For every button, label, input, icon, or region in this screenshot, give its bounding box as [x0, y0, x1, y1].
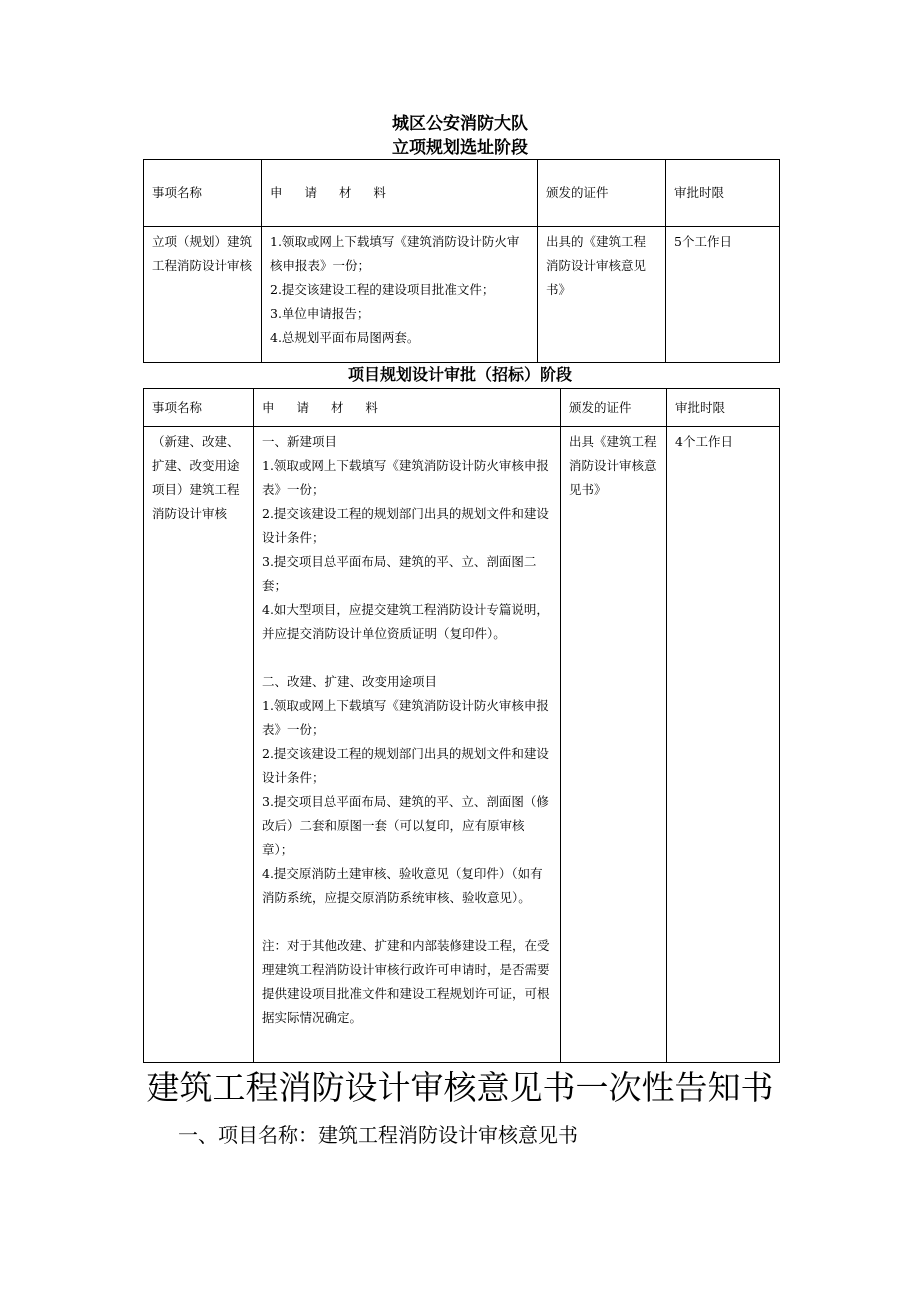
org-title: 城区公安消防大队 [392, 114, 528, 134]
header-certificate: 颁发的证件 [561, 389, 667, 427]
material-item: 1.领取或网上下载填写《建筑消防设计防火审核申报表》一份； [262, 458, 549, 497]
header-item-name: 事项名称 [144, 389, 254, 427]
material-item: 1.领取或网上下载填写《建筑消防设计防火审核申报表》一份； [270, 234, 520, 273]
certificate-cell: 出具的《建筑工程消防设计审核意见书》 [538, 227, 666, 363]
material-item: 3.单位申请报告； [270, 306, 370, 321]
table-row [144, 227, 780, 363]
material-item: 1.领取或网上下载填写《建筑消防设计防火审核申报表》一份； [262, 698, 549, 737]
spacer [262, 646, 552, 670]
item-name: 立项（规划）建筑工程消防设计审核 [144, 227, 262, 363]
header-materials: 申 请 材 料 [254, 389, 561, 427]
materials-cell [262, 227, 538, 363]
section1-title: 一、新建项目 [262, 434, 338, 449]
material-item: 3.提交项目总平面布局、建筑的平、立、剖面图二套； [262, 554, 537, 593]
materials-cell [254, 427, 561, 1063]
table-header-row [144, 389, 780, 427]
material-item: 2.提交该建设工程的规划部门出具的规划文件和建设设计条件； [262, 746, 549, 785]
material-item: 3.提交项目总平面布局、建筑的平、立、剖面图（修改后）二套和原图一套（可以复印，应有原审核章）； [262, 794, 549, 857]
certificate-cell: 出具《建筑工程消防设计审核意见书》 [561, 427, 667, 1063]
project-name-line: 一、项目名称：建筑工程消防设计审核意见书 [178, 1123, 578, 1147]
material-item: 2.提交该建设工程的规划部门出具的规划文件和建设设计条件； [262, 506, 549, 545]
header-materials: 申 请 材 料 [262, 160, 538, 227]
material-item: 2.提交该建设工程的建设项目批准文件； [270, 282, 495, 297]
time-limit-cell: 5个工作日 [666, 227, 780, 363]
stage2-title: 项目规划设计审批（招标）阶段 [347, 365, 572, 384]
spacer [262, 910, 552, 934]
table-header-row [144, 160, 780, 227]
table-row [144, 427, 780, 1063]
time-limit-cell: 4个工作日 [667, 427, 780, 1063]
item-name: （新建、改建、扩建、改变用途项目）建筑工程消防设计审核 [144, 427, 254, 1063]
section2-title: 二、改建、扩建、改变用途项目 [262, 674, 438, 689]
header-time-limit: 审批时限 [666, 160, 780, 227]
material-item: 4.总规划平面布局图两套。 [270, 330, 420, 345]
stage2-table [143, 388, 780, 1063]
stage1-table [143, 159, 780, 363]
notice-heading: 建筑工程消防设计审核意见书一次性告知书 [146, 1068, 774, 1107]
header-certificate: 颁发的证件 [538, 160, 666, 227]
material-item: 4.提交原消防土建审核、验收意见（复印件）（如有消防系统，应提交原消防系统审核、验收意见）。 [262, 866, 543, 905]
header-item-name: 事项名称 [144, 160, 262, 227]
header-time-limit: 审批时限 [667, 389, 780, 427]
note: 注：对于其他改建、扩建和内部装修建设工程，在受理建筑工程消防设计审核行政许可申请时，是否需要提供建设项目批准文件和建设工程规划许可证，可根据实际情况确定。 [262, 938, 550, 1025]
material-item: 4.如大型项目，应提交建筑工程消防设计专篇说明，并应提交消防设计单位资质证明（复印件）。 [262, 602, 549, 641]
stage1-title: 立项规划选址阶段 [392, 138, 528, 158]
